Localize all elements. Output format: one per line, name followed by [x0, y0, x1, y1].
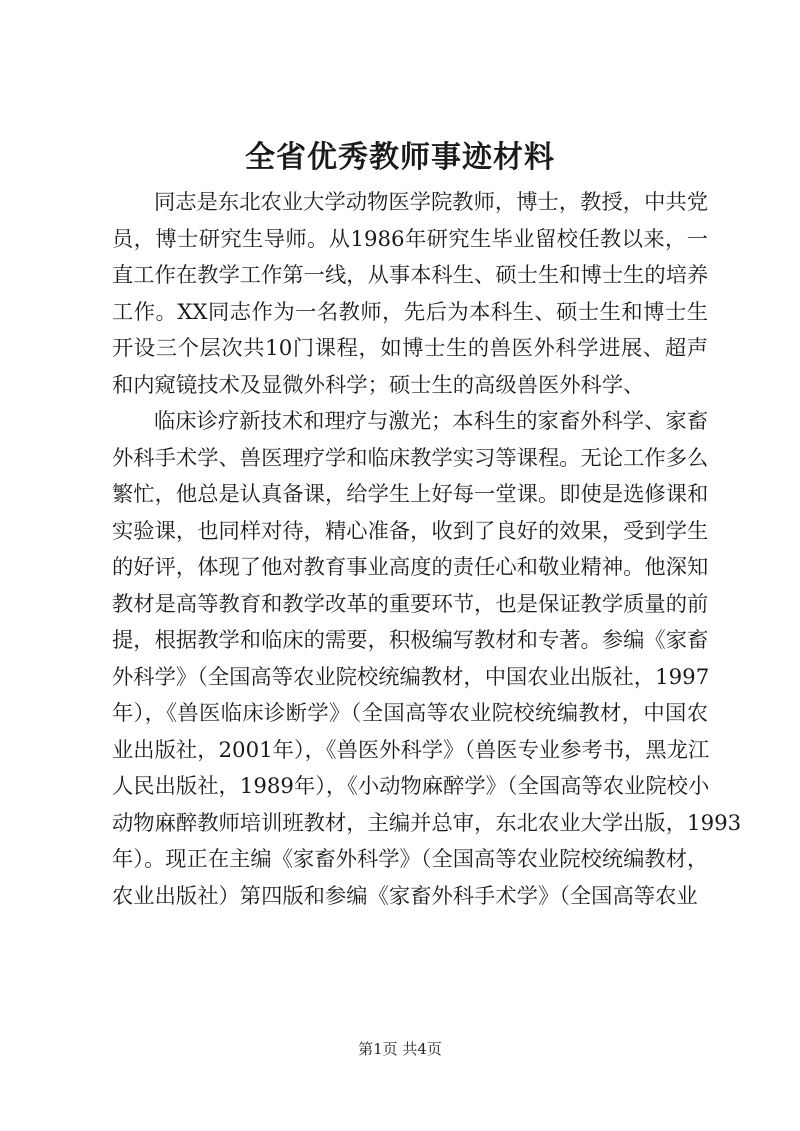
- paragraph-2-line: 动物麻醉教师培训班教材，主编并总审，东北农业大学出版，1993: [112, 810, 742, 836]
- paragraph-1-line: 员，博士研究生导师。从1986年研究生毕业留校任教以来，一: [112, 226, 708, 252]
- paragraph-1-line: 开设三个层次共10门课程，如博士生的兽医外科学进展、超声: [112, 336, 708, 361]
- paragraph-2-line: 临床诊疗新技术和理疗与激光；本科生的家畜外科学、家畜: [154, 409, 708, 434]
- document-title: 全省优秀教师事迹材料: [245, 140, 555, 175]
- paragraph-2-line: 繁忙，他总是认真备课，给学生上好每一堂课。即使是选修课和: [112, 482, 709, 507]
- paragraph-2-line: 农业出版社）第四版和参编《家畜外科手术学》（全国高等农业: [112, 883, 698, 909]
- paragraph-2-line: 外科手术学、兽医理疗学和临床教学实习等课程。无论工作多么: [112, 445, 709, 471]
- paragraph-1-line: 直工作在教学工作第一线，从事本科生、硕士生和博士生的培养: [112, 263, 709, 288]
- document-body: [112, 185, 742, 915]
- paragraph-2-line: 业出版社，2001年），《兽医外科学》（兽医专业参考书，黑龙江: [112, 737, 710, 763]
- paragraph-2-line: 教材是高等教育和教学改革的重要环节，也是保证教学质量的前: [112, 591, 709, 617]
- paragraph-2-line: 人民出版社，1989年），《小动物麻醉学》（全国高等农业院校小: [112, 774, 710, 799]
- paragraph-2-line: 外科学》（全国高等农业院校统编教材，中国农业出版社，1997: [112, 664, 710, 690]
- paragraph-2-line: 实验课，也同样对待，精心准备，收到了良好的效果，受到学生: [112, 518, 709, 544]
- page-indicator: 第1页 共4页: [358, 1040, 442, 1058]
- paragraph-2-line: 年），《兽医临床诊断学》（全国高等农业院校统编教材，中国农: [112, 701, 708, 726]
- paragraph-2-line: 提，根据教学和临床的需要，积极编写教材和专著。参编《家畜: [112, 628, 709, 653]
- paragraph-1-line: 和内窥镜技术及显微外科学；硕士生的高级兽医外科学、: [112, 372, 645, 398]
- paragraph-1-line: 工作。XX同志作为一名教师，先后为本科生、硕士生和博士生: [112, 299, 708, 325]
- paragraph-1-line: 同志是东北农业大学动物医学院教师，博士，教授，中共党: [154, 190, 708, 215]
- paragraph-2-line: 年）。现正在主编《家畜外科学》（全国高等农业院校统编教材，: [112, 847, 709, 872]
- paragraph-2-line: 的好评，体现了他对教育事业高度的责任心和敬业精神。他深知: [112, 555, 709, 580]
